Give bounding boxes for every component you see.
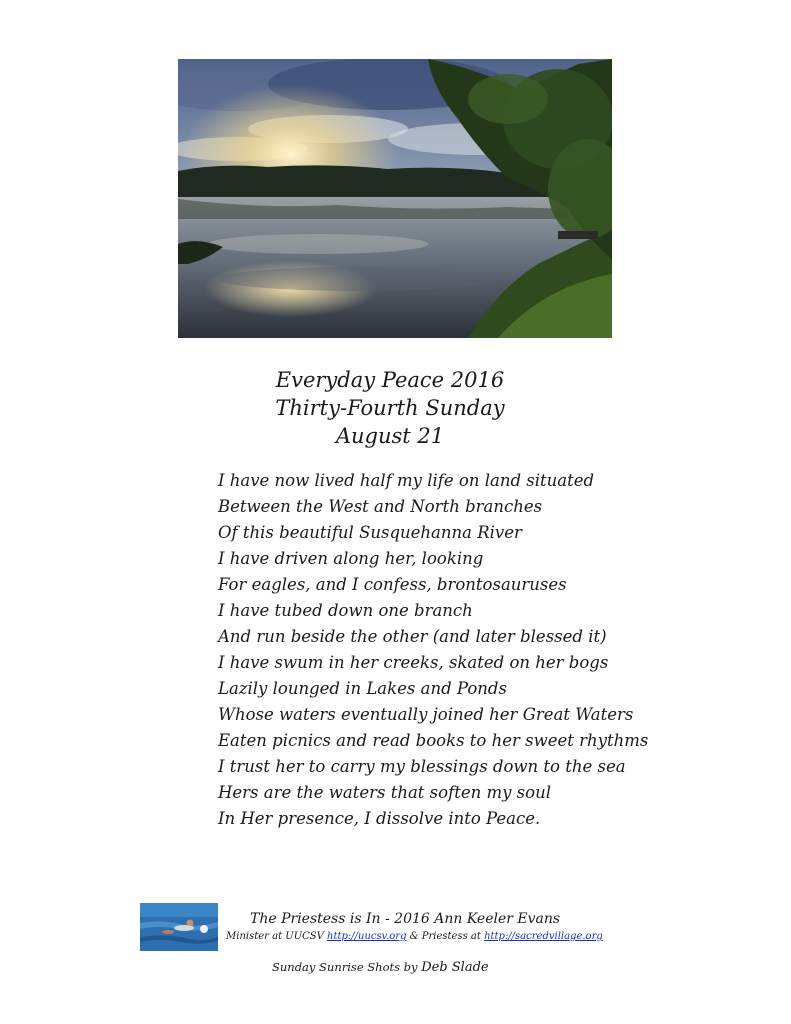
poem-line: Lazily lounged in Lakes and Ponds [218, 679, 507, 698]
poem-line: I have driven along her, looking [218, 549, 484, 568]
priestess-label: & Priestess at [409, 931, 481, 942]
poem-line: In Her presence, I dissolve into Peace. [218, 809, 541, 828]
poem-line: Whose waters eventually joined her Great Waters [218, 705, 634, 724]
poem-line: I have now lived half my life on land situated [218, 471, 595, 490]
poem-line: I have tubed down one branch [218, 601, 473, 620]
footer-affiliations [226, 931, 603, 942]
poem [218, 468, 738, 832]
poem-line: Between the West and North branches [218, 497, 543, 516]
poem-line: Eaten picnics and read books to her sweet rhythms [218, 731, 649, 750]
heading-date: August 21 [335, 424, 445, 448]
poem-line: Of this beautiful Susquehanna River [218, 523, 522, 542]
minister-label: Minister at UUCSV [226, 931, 324, 942]
credit-name: Deb Slade [421, 960, 489, 975]
uucsv-link[interactable]: http://uucsv.org [327, 931, 407, 942]
poem-line: For eagles, and I confess, brontosauruses [218, 575, 567, 594]
sacredvillage-link[interactable]: http://sacredvillage.org [484, 931, 603, 942]
poem-line: I trust her to carry my blessings down to the sea [218, 757, 626, 776]
footer-title: The Priestess is In - 2016 Ann Keeler Evans [250, 911, 561, 927]
heading [230, 366, 550, 450]
river-sunrise-photo [178, 59, 612, 338]
poem-line: And run beside the other (and later blessed it) [218, 627, 607, 646]
heading-subtitle: Thirty-Fourth Sunday [275, 396, 505, 420]
swimmer-thumbnail-photo [140, 903, 218, 951]
poem-line: I have swum in her creeks, skated on her bogs [218, 653, 609, 672]
credit-label: Sunday Sunrise Shots by [272, 960, 418, 974]
poem-line: Hers are the waters that soften my soul [218, 783, 551, 802]
heading-title: Everyday Peace 2016 [275, 368, 505, 392]
photo-credit [272, 960, 489, 975]
